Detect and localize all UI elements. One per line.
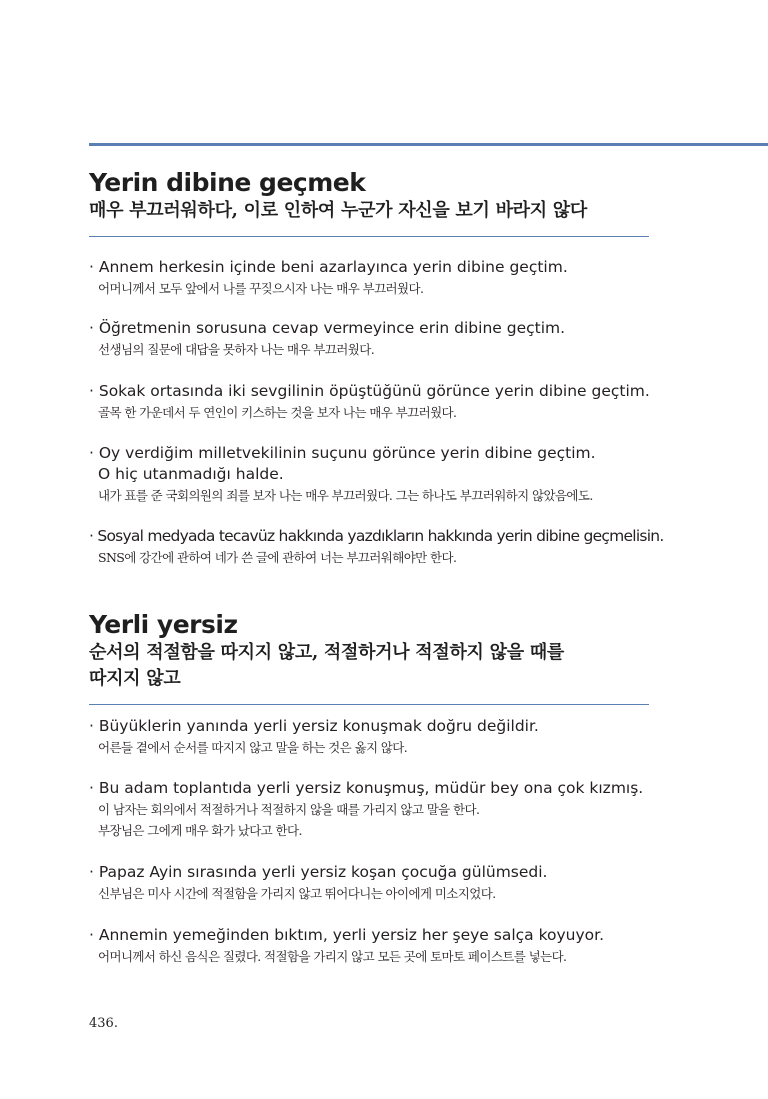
entry-title: Yerli yersiz <box>89 610 238 639</box>
example-korean: 어른들 곁에서 순서를 따지지 않고 말을 하는 것은 옳지 않다. <box>98 740 408 755</box>
entry-yerli-yersiz <box>89 610 649 705</box>
example-korean: 어머니께서 하신 음식은 질렸다. 적절함을 가리지 않고 모든 곳에 토마토 페이스트를 넣는다. <box>98 949 567 964</box>
example-turkish: · Papaz Ayin sırasında yerli yersiz koşan çocuğa gülümsedi. <box>89 863 548 881</box>
entry-meaning-continued: 따지지 않고 <box>89 668 181 689</box>
example-turkish-continued: O hiç utanmadığı halde. <box>98 465 284 483</box>
example-korean: 선생님의 질문에 대답을 못하자 나는 매우 부끄러웠다. <box>98 342 375 357</box>
entry-divider <box>89 236 649 237</box>
example-item <box>89 925 689 967</box>
example-korean: 어머니께서 모두 앞에서 나를 꾸짖으시자 나는 매우 부끄러웠다. <box>98 281 424 296</box>
page-number: 436. <box>89 1016 118 1031</box>
example-korean: 골목 한 가운데서 두 연인이 키스하는 것을 보자 나는 매우 부끄러웠다. <box>98 405 457 420</box>
entry-title: Yerin dibine geçmek <box>89 168 366 197</box>
top-rule <box>89 143 768 146</box>
example-korean: 이 남자는 회의에서 적절하거나 적절하지 않을 때를 가리지 않고 말을 한다. <box>98 802 480 817</box>
example-item <box>89 443 689 506</box>
example-turkish: · Öğretmenin sorusuna cevap vermeyince erin dibine geçtim. <box>89 319 566 337</box>
example-korean: 내가 표를 준 국회의원의 죄를 보자 나는 매우 부끄러웠다. 그는 하나도 부끄러워하지 않았음에도. <box>98 488 593 503</box>
example-korean: 신부님은 미사 시간에 적절함을 가리지 않고 뛰어다니는 아이에게 미소지었다. <box>98 886 496 901</box>
example-turkish: · Sosyal medyada tecavüz hakkında yazdıkların hakkında yerin dibine geçmelisin. <box>89 527 664 545</box>
example-item <box>89 257 689 299</box>
example-korean: SNS에 강간에 관하여 네가 쓴 글에 관하여 너는 부끄러워해야만 한다. <box>98 550 457 565</box>
example-korean-continued: 부장님은 그에게 매우 화가 났다고 한다. <box>98 823 302 838</box>
example-item <box>89 526 689 568</box>
entry-meaning: 매우 부끄러워하다, 이로 인하여 누군가 자신을 보기 바라지 않다 <box>89 200 587 221</box>
example-turkish: · Annemin yemeğinden bıktım, yerli yersiz her şeye salça koyuyor. <box>89 926 605 944</box>
example-item <box>89 778 689 841</box>
example-turkish: · Büyüklerin yanında yerli yersiz konuşmak doğru değildir. <box>89 717 539 735</box>
example-turkish: · Annem herkesin içinde beni azarlayınca yerin dibine geçtim. <box>89 258 568 276</box>
example-turkish: · Bu adam toplantıda yerli yersiz konuşmuş, müdür bey ona çok kızmış. <box>89 779 644 797</box>
entry-yerin-dibine-gecmek <box>89 168 649 237</box>
example-item <box>89 716 689 758</box>
example-item <box>89 862 689 904</box>
example-turkish: · Sokak ortasında iki sevgilinin öpüştüğünü görünce yerin dibine geçtim. <box>89 382 650 400</box>
example-item <box>89 318 689 360</box>
example-item <box>89 381 689 423</box>
entry-divider <box>89 704 649 705</box>
entry-meaning: 순서의 적절함을 따지지 않고, 적절하거나 적절하지 않을 때를 <box>89 642 564 663</box>
example-turkish: · Oy verdiğim milletvekilinin suçunu görünce yerin dibine geçtim. <box>89 444 596 462</box>
